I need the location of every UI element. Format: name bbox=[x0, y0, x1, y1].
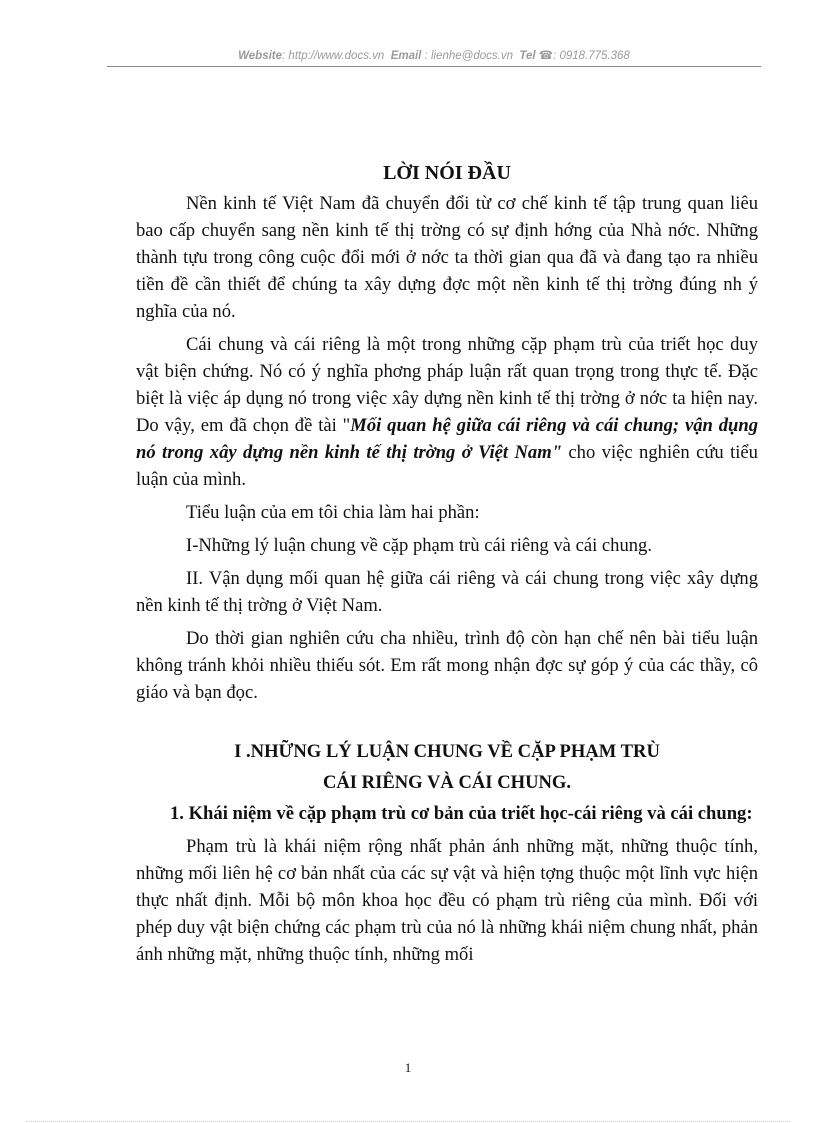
page-number: 1 bbox=[404, 1060, 412, 1075]
header-divider bbox=[107, 66, 761, 67]
tel-label: Tel bbox=[519, 50, 536, 62]
paragraph-topic bbox=[136, 331, 758, 493]
page-title: LỜI NÓI ĐẦU bbox=[383, 162, 511, 184]
section-subtitle: 1. Khái niệm về cặp phạm trù cơ bản của triết học-cái riêng và cái chung: bbox=[170, 803, 753, 824]
paragraph-intro: Nền kinh tế Việt Nam đã chuyển đổi từ cơ chế kinh tế tập trung quan liêu bao cấp chuyển sang nền kinh tế thị trờng có sự định hớng của Nhà nớc. Những thành tựu trong công cuộc đổi mới ở nớc ta thời gian qua đã và đang tạo ra nhiều tiền đề cần thiết để chúng ta xây dựng đợc một nền kinh tế thị trờng đúng nh ý nghĩa của nó. bbox=[136, 193, 758, 322]
email-label: Email bbox=[390, 50, 422, 62]
paragraph-topic-text: Cái chung và cái riêng là một trong những cặp phạm trù của triết học duy vật biện chứng. Nó có ý nghĩa phơng pháp luận rất quan trọng trong thực tế. Đặc biệt là việc áp dụng nó trong việc xây dựng nền kinh tế thị trờng ở nớc ta hiện nay. Do vậy, em đã chọn đề tài " bbox=[136, 334, 758, 436]
document-body bbox=[136, 158, 758, 974]
paragraph-closing: Do thời gian nghiên cứu cha nhiều, trình độ còn hạn chế nên bài tiểu luận không tránh khỏi nhiều thiếu sót. Em rất mong nhận đợc sự góp ý của các thầy, cô giáo và bạn đọc. bbox=[136, 628, 758, 703]
section-title-line2: CÁI RIÊNG VÀ CÁI CHUNG. bbox=[322, 772, 572, 793]
topic-title: Mối quan hệ giữa cái riêng và cái chung; vận dụng nó trong xây dựng nền kinh tế thị trờng ở Việt Nam" bbox=[136, 415, 759, 463]
section-title-line1: I .NHỮNG LÝ LUẬN CHUNG VỀ CẶP PHẠM TRÙ bbox=[234, 741, 660, 762]
email-value: : lienhe@docs.vn bbox=[424, 50, 513, 62]
paragraph-structure: Tiểu luận của em tôi chia làm hai phần: bbox=[186, 502, 480, 523]
topic-tail: cho việc nghiên cứu tiểu luận của mình. bbox=[136, 442, 758, 490]
website-label: Website bbox=[238, 50, 283, 62]
paragraph-part-two: II. Vận dụng mối quan hệ giữa cái riêng và cái chung trong việc xây dựng nền kinh tế thị trờng ở Việt Nam. bbox=[136, 568, 758, 616]
page-header bbox=[107, 48, 761, 62]
website-value: : http://www.docs.vn bbox=[282, 50, 385, 62]
tel-value: : 0918.775.368 bbox=[553, 50, 630, 62]
paragraph-part-one: I-Những lý luận chung về cặp phạm trù cái riêng và cái chung. bbox=[186, 535, 652, 556]
section-body: Phạm trù là khái niệm rộng nhất phản ánh những mặt, những thuộc tính, những mối liên hệ cơ bản nhất của các sự vật và hiện tợng thuộc một lĩnh vực hiện thực nhất định. Mỗi bộ môn khoa học đều có phạm trù riêng của mình. Đối với phép duy vật biện chứng các phạm trù của nó là những khái niệm chung nhất, phản ánh những mặt, những thuộc tính, những mối bbox=[136, 836, 758, 965]
phone-icon: ☎ bbox=[538, 50, 554, 62]
footer-divider bbox=[26, 1121, 790, 1122]
